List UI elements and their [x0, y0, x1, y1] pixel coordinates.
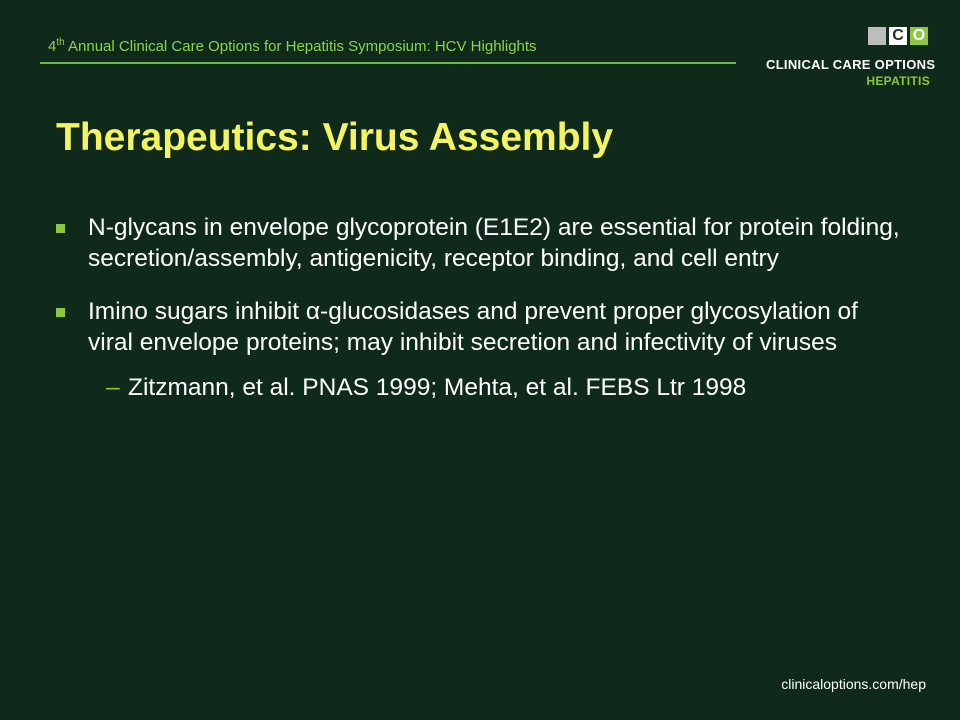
bullet-list [56, 212, 906, 403]
bullet-text: N-glycans in envelope glycoprotein (E1E2) are essential for protein folding, secretion/assembly, antigenicity, receptor binding, and cell entry [88, 214, 900, 272]
cco-logo-icon [868, 27, 928, 45]
slide-title: Therapeutics: Virus Assembly [56, 116, 614, 159]
square-bullet-icon [56, 224, 65, 233]
logo-brand-text: CLINICAL CARE OPTIONS [766, 57, 936, 72]
header-ordinal-number: 4 [48, 38, 57, 55]
bullet-text: Imino sugars inhibit α-glucosidases and prevent proper glycosylation of viral envelope proteins; may inhibit secretion and infectivity of viruses [88, 298, 858, 356]
dash-bullet-icon: – [106, 374, 120, 401]
logo-box-2: C [889, 27, 907, 45]
header-text [48, 38, 537, 55]
logo-box-3: O [910, 27, 928, 45]
logo-box-1: C [868, 27, 886, 45]
header-ordinal-suffix: th [56, 37, 65, 48]
header-title-text: Annual Clinical Care Options for Hepatitis Symposium: HCV Highlights [64, 38, 537, 55]
bullet-item [56, 296, 906, 358]
logo-subbrand-text: HEPATITIS [866, 74, 930, 88]
footer-url: clinicaloptions.com/hep [781, 676, 926, 692]
bullet-item [56, 212, 906, 274]
square-bullet-icon [56, 308, 65, 317]
sub-bullet-text: Zitzmann, et al. PNAS 1999; Mehta, et al. FEBS Ltr 1998 [128, 374, 747, 401]
sub-bullet-item [56, 372, 906, 403]
header-divider [40, 62, 736, 64]
